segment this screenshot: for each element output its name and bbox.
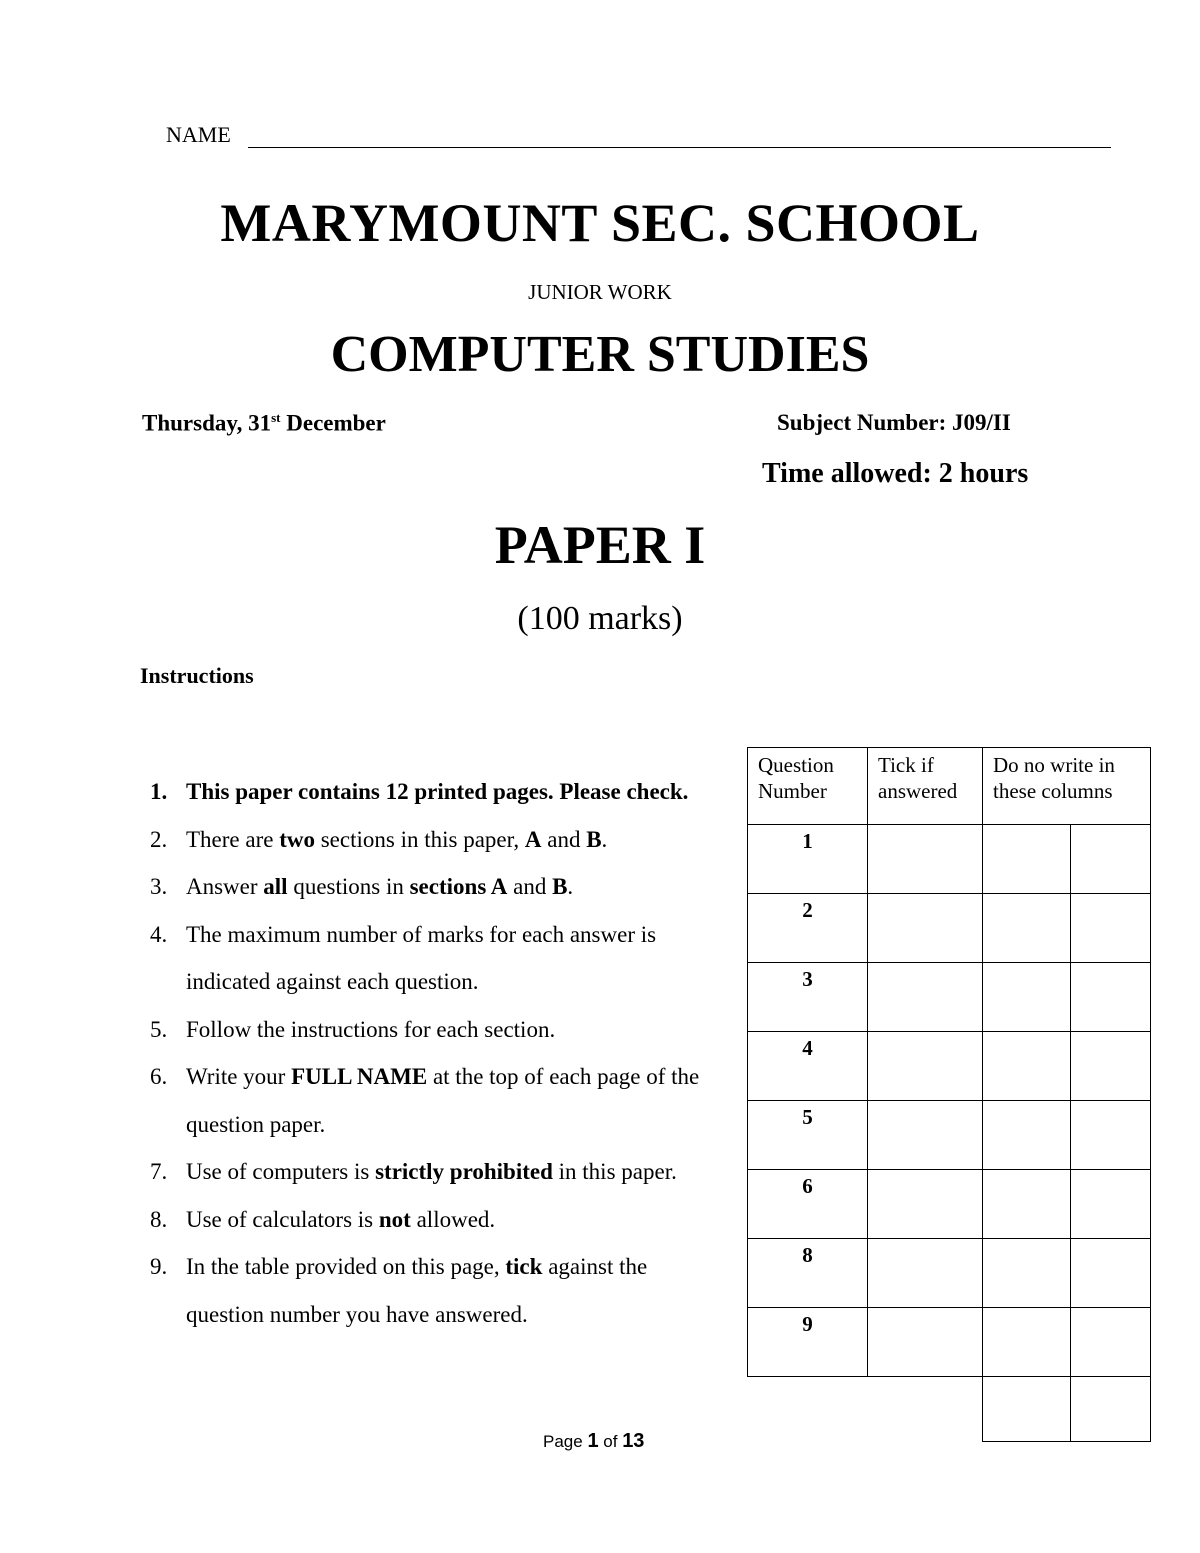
instruction-text: sections in this paper,: [314, 826, 525, 852]
examiner-cell: [983, 963, 1071, 1032]
instruction-text: B: [586, 826, 602, 852]
school-title: MARYMOUNT SEC. SCHOOL: [220, 193, 980, 253]
header-tick-if-answered: Tick if answered: [868, 748, 983, 825]
paper-title: PAPER I: [494, 515, 706, 575]
date-suffix: December: [280, 410, 386, 436]
instruction-number: 1.: [150, 779, 168, 804]
instruction-text: two: [279, 826, 315, 852]
instruction-text: In the table provided on this page,: [186, 1254, 506, 1279]
examiner-cell: [1071, 1170, 1151, 1239]
instruction-text: A: [524, 826, 542, 852]
tick-cell[interactable]: [868, 825, 983, 894]
instruction-text: questions in: [287, 874, 410, 899]
of-label: of: [598, 1432, 623, 1451]
examiner-cell: [1071, 1308, 1151, 1377]
examiner-cell: [1071, 1032, 1151, 1101]
instruction-number: 7.: [150, 1159, 168, 1184]
instructions-list: [146, 768, 726, 1338]
table-extra-row: [748, 1377, 1151, 1442]
instruction-text: There are: [186, 826, 280, 852]
examiner-cell: [1071, 894, 1151, 963]
examiner-cell: [983, 894, 1071, 963]
name-label: NAME: [166, 122, 231, 147]
instruction-item: [146, 1006, 726, 1054]
question-number-cell: 3: [748, 963, 868, 1032]
instruction-item: [146, 816, 726, 864]
table-row: [748, 1308, 1151, 1377]
examiner-cell: [983, 825, 1071, 894]
instruction-text: all: [263, 874, 288, 899]
instruction-item: [146, 1053, 726, 1148]
question-number-cell: 1: [748, 825, 868, 894]
instructions-heading: Instructions: [140, 663, 254, 688]
instruction-text: Use of computers is: [186, 1159, 376, 1184]
date-ordinal: st: [271, 410, 281, 425]
instruction-text: Answer: [186, 874, 264, 899]
examiner-cell: [983, 1032, 1071, 1101]
empty-cell: [748, 1377, 868, 1442]
examiner-cell: [1071, 1101, 1151, 1170]
examiner-cell: [983, 1377, 1071, 1442]
instruction-text: tick: [505, 1254, 543, 1279]
instruction-text: Write your: [186, 1064, 292, 1089]
instruction-number: 3.: [150, 874, 168, 899]
instruction-item: [146, 1196, 726, 1244]
tick-cell[interactable]: [868, 1101, 983, 1170]
subject-number: Subject Number: J09/II: [777, 410, 1011, 435]
instruction-text: and: [541, 826, 587, 852]
examiner-cell: [1071, 825, 1151, 894]
tick-cell[interactable]: [868, 1032, 983, 1101]
table-row: [748, 825, 1151, 894]
instruction-text: .: [567, 874, 574, 899]
instruction-text: in this paper.: [552, 1159, 677, 1184]
instruction-text: Use of calculators is: [186, 1206, 379, 1232]
empty-cell: [868, 1377, 983, 1442]
instruction-item: [146, 768, 726, 816]
examiner-cell: [1071, 1377, 1151, 1442]
examiner-cell: [983, 1101, 1071, 1170]
examiner-cell: [983, 1239, 1071, 1308]
instruction-number: 9.: [150, 1254, 168, 1279]
header-do-not-write: Do no write in these columns: [983, 748, 1151, 825]
instruction-item: [146, 863, 726, 911]
instruction-number: 5.: [150, 1016, 168, 1042]
instruction-text: and: [507, 874, 553, 899]
tick-cell[interactable]: [868, 963, 983, 1032]
time-allowed: Time allowed: 2 hours: [762, 458, 1029, 489]
page-current: 1: [587, 1430, 599, 1452]
tick-cell[interactable]: [868, 1239, 983, 1308]
table-row: [748, 963, 1151, 1032]
header-question-number: Question Number: [748, 748, 868, 825]
instruction-text: .: [601, 826, 608, 852]
table-row: [748, 1239, 1151, 1308]
instruction-text: B: [552, 874, 568, 899]
table-header-row: [748, 748, 1151, 825]
instruction-text: at the top of each page of the question paper.: [186, 1064, 700, 1137]
instruction-text: sections A: [409, 874, 508, 899]
examiner-cell: [983, 1308, 1071, 1377]
page-footer: [543, 1430, 644, 1453]
instruction-item: [146, 1148, 726, 1196]
instruction-number: 4.: [150, 921, 168, 947]
instruction-number: 8.: [150, 1206, 168, 1232]
instruction-item: [146, 911, 726, 1006]
subject-title: COMPUTER STUDIES: [330, 326, 870, 383]
instruction-text: against the question number you have answered.: [186, 1254, 648, 1327]
question-number-cell: 5: [748, 1101, 868, 1170]
question-number-cell: 2: [748, 894, 868, 963]
question-number-cell: 9: [748, 1308, 868, 1377]
total-marks: (100 marks): [517, 600, 683, 637]
table-row: [748, 894, 1151, 963]
page-label: Page: [543, 1432, 588, 1451]
instruction-number: 6.: [150, 1064, 168, 1089]
table-row: [748, 1170, 1151, 1239]
instruction-text: FULL NAME: [291, 1064, 428, 1089]
instruction-text: not: [378, 1206, 411, 1232]
question-number-cell: 8: [748, 1239, 868, 1308]
tick-cell[interactable]: [868, 1170, 983, 1239]
question-number-cell: 4: [748, 1032, 868, 1101]
instruction-text: This paper contains 12 printed pages. Please check.: [186, 779, 689, 804]
examiner-cell: [1071, 963, 1151, 1032]
instruction-text: allowed.: [410, 1206, 496, 1232]
instruction-text: strictly prohibited: [375, 1159, 553, 1184]
table-row: [748, 1101, 1151, 1170]
examiner-cell: [983, 1170, 1071, 1239]
table-row: [748, 1032, 1151, 1101]
tick-cell[interactable]: [868, 1308, 983, 1377]
name-field-line[interactable]: [248, 147, 1111, 148]
examiner-cell: [1071, 1239, 1151, 1308]
page-total: 13: [622, 1430, 645, 1452]
level-subtitle: JUNIOR WORK: [528, 280, 672, 304]
date-prefix: Thursday, 31: [142, 410, 272, 436]
instruction-text: Follow the instructions for each section.: [186, 1016, 556, 1042]
instruction-text: The maximum number of marks for each answer is indicated against each question.: [186, 921, 657, 994]
instruction-item: [146, 1243, 726, 1338]
exam-date: [142, 410, 386, 437]
question-tick-table: [747, 747, 1151, 1442]
tick-cell[interactable]: [868, 894, 983, 963]
question-number-cell: 6: [748, 1170, 868, 1239]
instruction-number: 2.: [150, 826, 168, 852]
